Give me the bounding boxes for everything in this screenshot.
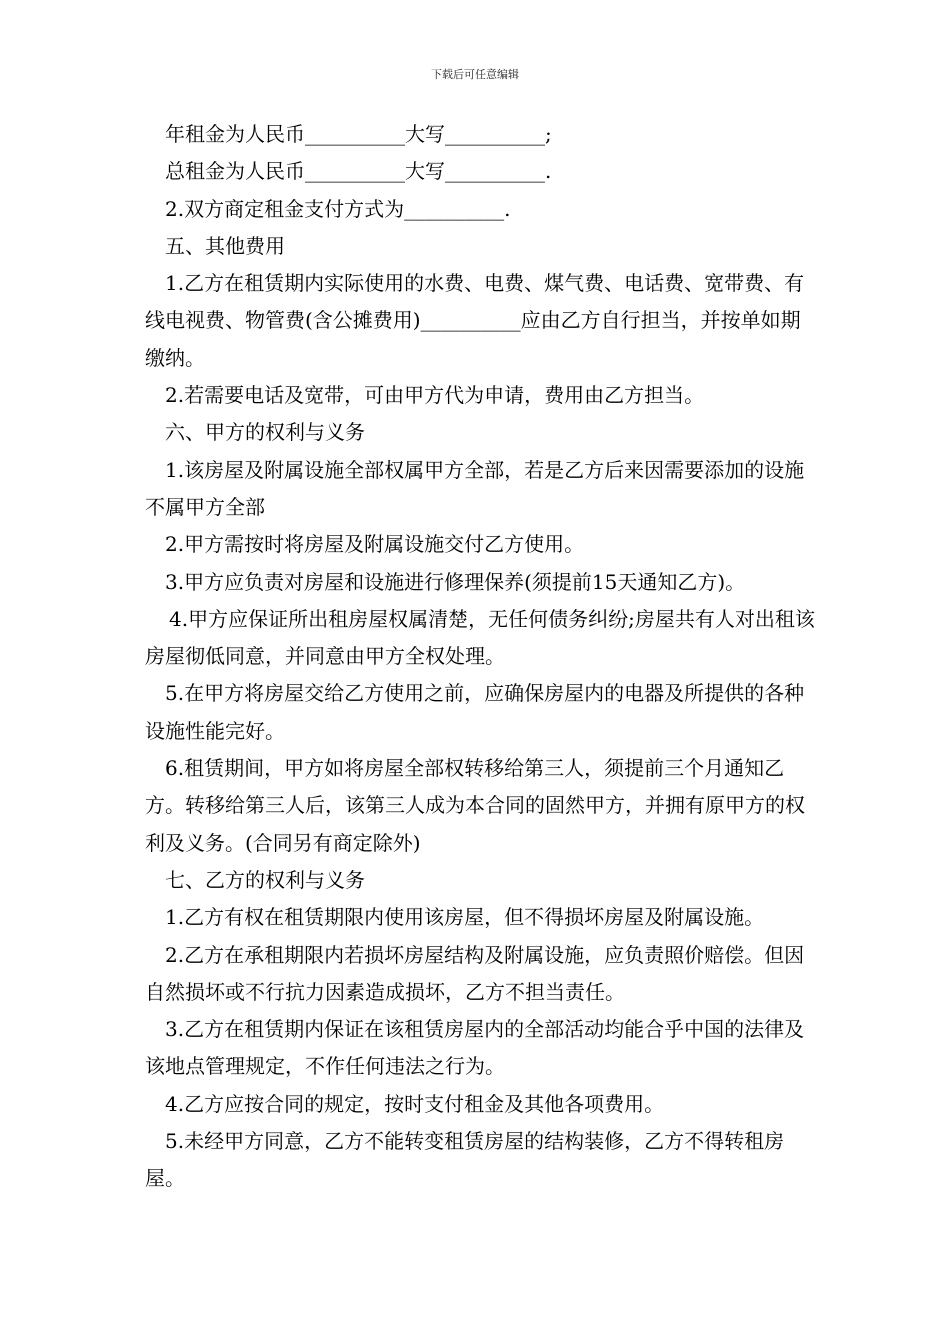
paragraph: 2.乙方在承租期限内若损坏房屋结构及附属设施，应负责照价赔偿。但因自然损坏或不行抗力因素造成损坏，乙方不担当责任。 <box>145 942 805 1004</box>
section-heading: 七、乙方的权利与义务 <box>165 867 365 892</box>
page-header: 下载后可任意编辑 <box>431 68 519 81</box>
paragraph: 5.未经甲方同意，乙方不能转变租赁房屋的结构装修，乙方不得转租房屋。 <box>145 1129 785 1191</box>
paragraph: 1.乙方有权在租赁期限内使用该房屋，但不得损坏房屋及附属设施。 <box>165 905 765 930</box>
document-body <box>145 116 815 1198</box>
paragraph: 年租金为人民币__________大写__________; <box>165 122 552 146</box>
paragraph: 1.乙方在租赁期内实际使用的水费、电费、煤气费、电话费、宽带费、有线电视费、物管费(含公摊费用)__________应由乙方自行担当，并按单如期缴纳。 <box>145 271 805 370</box>
section-heading: 六、甲方的权利与义务 <box>165 420 365 445</box>
paragraph: 6.租赁期间，甲方如将房屋全部权转移给第三人，须提前三个月通知乙方。转移给第三人后，该第三人成为本合同的固然甲方，并拥有原甲方的权利及义务。(合同另有商定除外) <box>145 756 805 855</box>
section-heading: 五、其他费用 <box>165 233 285 258</box>
paragraph: 4.乙方应按合同的规定，按时支付租金及其他各项费用。 <box>165 1091 665 1116</box>
paragraph: 3.乙方在租赁期内保证在该租赁房屋内的全部活动均能合乎中国的法律及该地点管理规定，不作任何违法之行为。 <box>145 1017 805 1079</box>
paragraph: 3.甲方应负责对房屋和设施进行修理保养(须提前15天通知乙方)。 <box>165 569 746 594</box>
paragraph: 2.甲方需按时将房屋及附属设施交付乙方使用。 <box>165 532 585 557</box>
paragraph: 2.若需要电话及宽带，可由甲方代为申请，费用由乙方担当。 <box>165 383 705 408</box>
paragraph: 4.甲方应保证所出租房屋权属清楚，无任何债务纠纷;房屋共有人对出租该房屋彻低同意，并同意由甲方全权处理。 <box>145 606 815 669</box>
paragraph: 1.该房屋及附属设施全部权属甲方全部，若是乙方后来因需要添加的设施不属甲方全部 <box>145 457 805 519</box>
paragraph: 2.双方商定租金支付方式为__________. <box>165 196 511 221</box>
paragraph: 总租金为人民币__________大写__________. <box>165 159 552 184</box>
paragraph: 5.在甲方将房屋交给乙方使用之前，应确保房屋内的电器及所提供的各种设施性能完好。 <box>145 681 805 743</box>
